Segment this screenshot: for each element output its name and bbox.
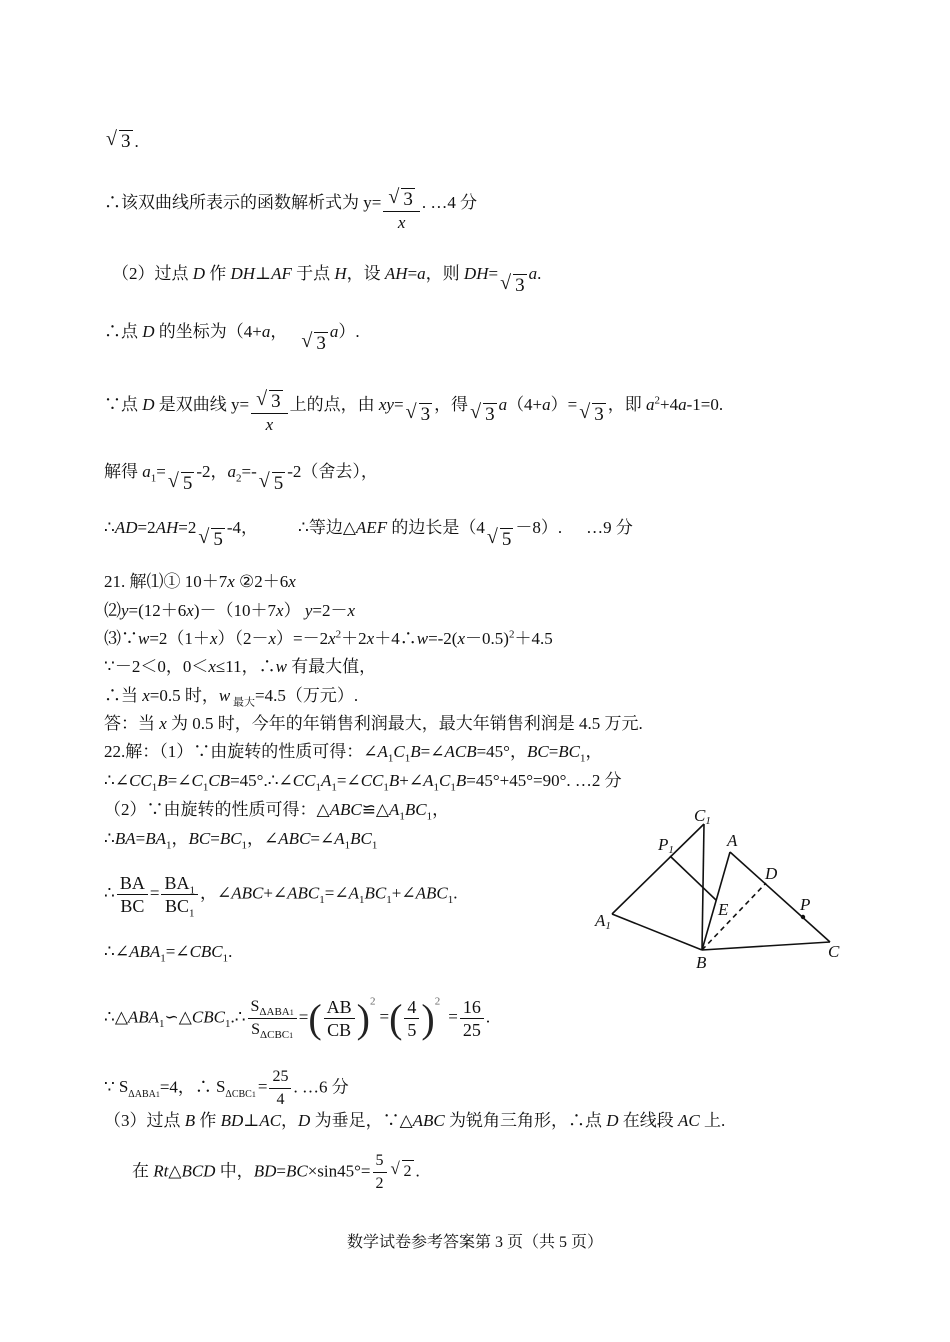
q21-line2: ⑵y=(12＋6x)－（10＋7x） y=2－x	[104, 601, 355, 620]
line-solve: 解得 $a_1=$ √ 5-2，$a_2=-$ √ 5-2（舍去），	[104, 462, 378, 494]
label-c1: C1	[694, 806, 711, 827]
q21-line4: ∵－2＜0，0＜x≤11，∴w 有最大值，	[104, 657, 377, 676]
label-b: B	[696, 953, 707, 972]
label-a: A	[727, 831, 738, 850]
label-d: D	[765, 864, 778, 883]
line-a1-b	[612, 914, 702, 950]
line-part2-intro: （2）过点 D 作 DH⊥AF 于点 H，设 AH=a，则 DH= √ 3a.	[112, 264, 542, 296]
line-hyperbola: ∵点 D 是双曲线 y= √ 3 x 上的点，由 xy= √ 3 ，得 √ 3 a（4+a）= √ 3 ，即 $a^2+4a-1=0$.	[104, 388, 724, 434]
line-b-c	[702, 942, 830, 950]
point-p	[801, 915, 805, 919]
q22-line10: 在 Rt△BCD 中，BD=BC×sin45°= $\frac{5}{2}$ √ 2 .	[132, 1152, 420, 1192]
line-sqrt3: √ 3 .	[106, 128, 139, 152]
q21-answer: 答：当 x 为 0.5 时，今年的年销售利润最大，最大年销售利润是 4.5 万元.	[104, 714, 643, 733]
line-edge-length: ∴AD=2AH=2 √ 5-4， ∴等边△AEF 的边长是（4 √ 5－8）. …9 分	[104, 518, 633, 550]
label-c: C	[828, 942, 840, 961]
q22-line5: ∴ $\frac{BA}{BC}$ = $\frac{BA_1}{BC_1}$ ，$\angle ABC+\angle ABC_1=\angle A_1BC_1+\angle ABC_1$.	[104, 873, 458, 920]
q22-line2: $\therefore\angle CC_1B=\angle C_1CB=45^\circ.\therefore\angle CC_1A_1=\angle CC_1B+\angle A_1C_1B=45^\circ+45^\circ=90^\circ$. …2 分	[104, 771, 622, 794]
line-coordinates: ∴点 D 的坐标为（4+a， √ 3a）.	[104, 322, 360, 354]
q22-line9: （3）过点 B 作 BD⊥AC，D 为垂足，∵△ABC 为锐角三角形，∴点 D 在线段 AC 上.	[104, 1111, 726, 1130]
q22-line4: $\therefore BA=BA_1$，$BC=BC_1$，$\angle ABC=\angle A_1BC_1$	[104, 829, 378, 852]
line-function: ∴该双曲线所表示的函数解析式为 y= √ 3 x . …4 分	[104, 186, 478, 232]
line-a-c	[730, 852, 830, 942]
label-p1: P1	[658, 835, 674, 856]
label-p: P	[800, 895, 811, 914]
geometry-figure	[590, 800, 850, 980]
q22-line8: ∵ $S_{\Delta ABA1}=4$，∴ $S_{\Delta CBC1}$ = $\frac{25}{4}$ . …6 分	[104, 1068, 349, 1108]
label-e: E	[718, 900, 729, 919]
q22-line3: （2）∵由旋转的性质可得：$\triangle ABC≌\triangle A_1BC_1$，	[104, 800, 450, 823]
q22-line6: $\therefore\angle ABA_1=\angle CBC_1$.	[104, 942, 233, 965]
q21-line1: 21. 解⑴① 10＋7x ②2＋6x	[104, 572, 296, 591]
page-footer: 数学试卷参考答案第 3 页（共 5 页）	[346, 1234, 603, 1251]
q21-line5: ∴当 x=0.5 时，w $_{最大}$=4.5（万元）.	[104, 686, 359, 709]
label-a1: A1	[595, 911, 611, 932]
line-p1-e	[670, 856, 716, 900]
q22-line7: $\therefore\triangle ABA_1∽\triangle CBC_1.\therefore$ $\frac{S_{\Delta ABA1}}{S_{\Delta CBC1}}$ =( $\frac{AB}{CB}$ )$^2$=( $\frac{4}{5}$ )$^2$= $\frac{16}{25}$ .	[104, 995, 491, 1042]
q22-line1: 22.解：（1）∵由旋转的性质可得：$\angle A_1C_1B=\angle ACB=45^\circ$，$BC=BC_1$，	[104, 742, 603, 765]
q21-line3: $⑶\because w=2(1+x)(2-x)=-2x^2+2x+4\therefore w=-2(x-0.5)^2+4.5$	[104, 628, 553, 648]
